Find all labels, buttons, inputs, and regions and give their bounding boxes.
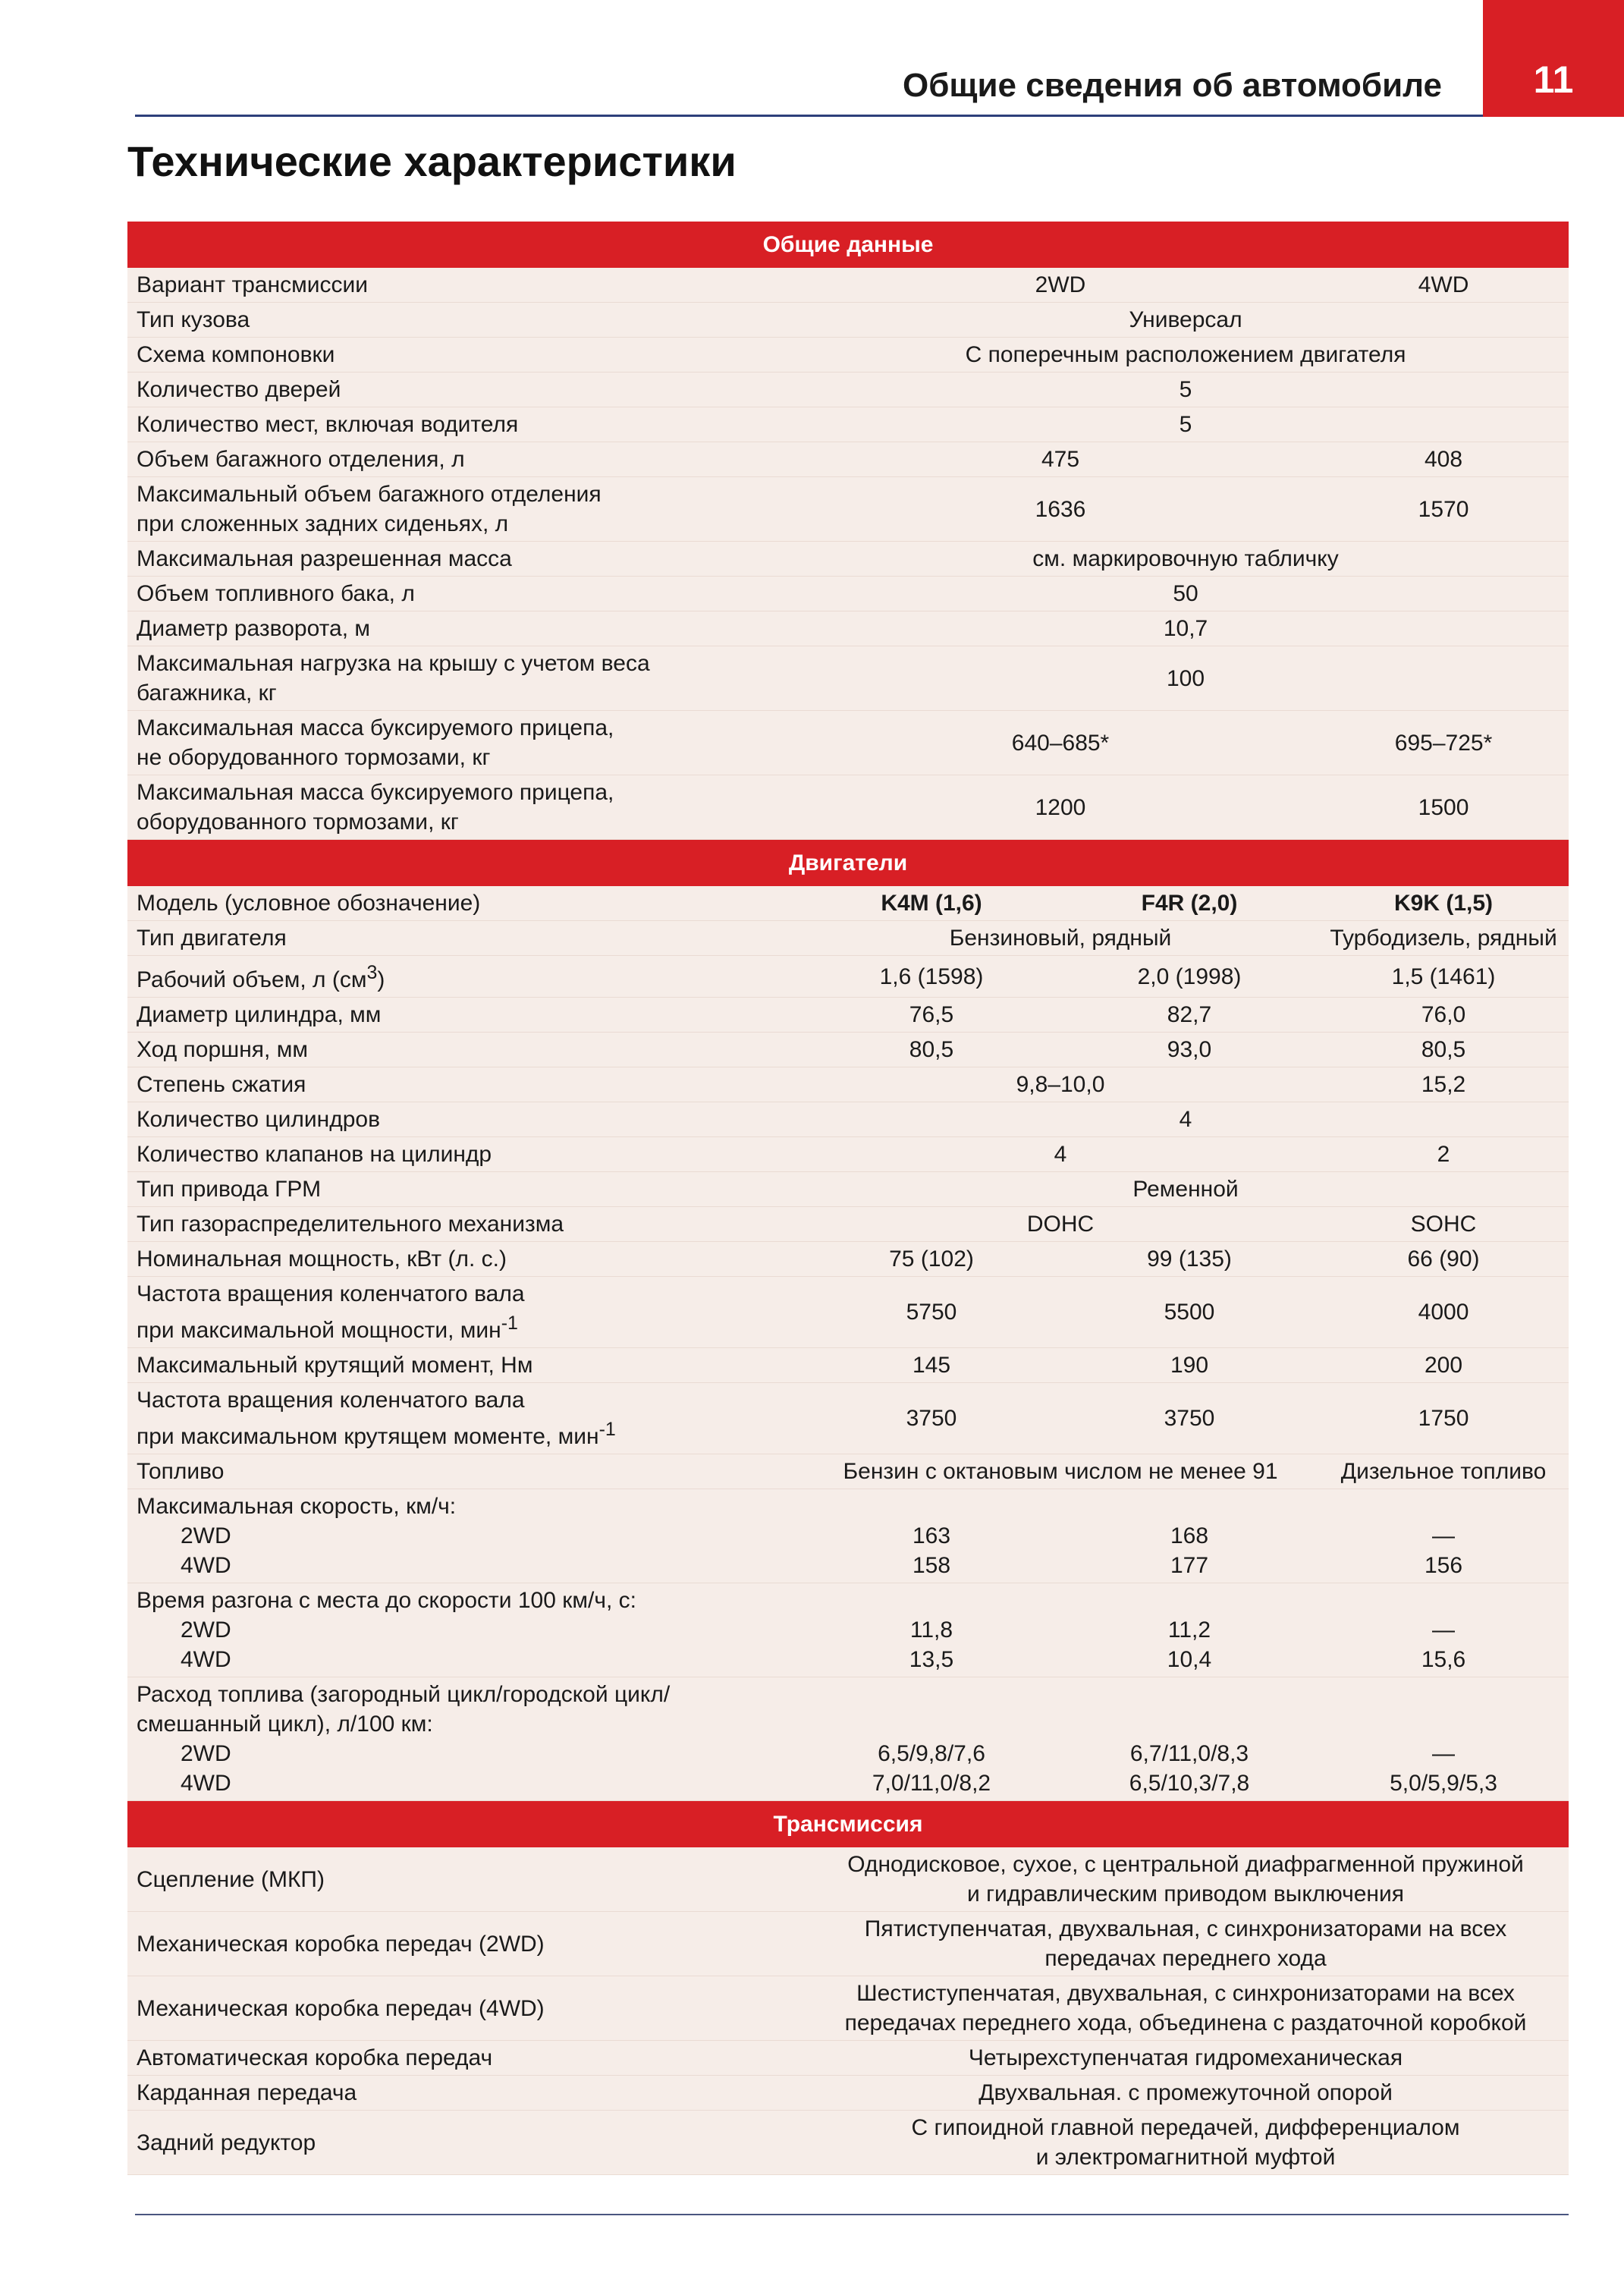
value-line: С гипоидной главной передачей, дифференциалом xyxy=(911,2115,1460,2140)
row-label xyxy=(127,775,803,840)
row-label: Ход поршня, мм xyxy=(127,1033,803,1067)
table-row xyxy=(127,577,1569,611)
value-4wd: 158 xyxy=(912,1553,951,1578)
row-label-line: оборудованного тормозами, кг xyxy=(137,809,459,835)
cell-value: 190 xyxy=(1060,1348,1318,1383)
table-row xyxy=(127,477,1569,542)
row-label xyxy=(127,1383,803,1454)
page-number-badge: 11 xyxy=(1483,0,1624,117)
cell-value: 1200 xyxy=(803,775,1318,840)
cell-value: Ременной xyxy=(803,1172,1569,1207)
row-label: Диаметр цилиндра, мм xyxy=(127,998,803,1033)
cell-value xyxy=(803,2111,1569,2175)
table-row xyxy=(127,407,1569,442)
row-label: Модель (условное обозначение) xyxy=(127,886,803,921)
table-row xyxy=(127,303,1569,338)
cell-value: 93,0 xyxy=(1060,1033,1318,1067)
cell-value: 2WD xyxy=(803,268,1318,303)
row-label xyxy=(127,646,803,711)
table-row xyxy=(127,1242,1569,1277)
row-label-line: при сложенных задних сиденьях, л xyxy=(137,511,509,536)
row-label-text: Рабочий объем, л (см xyxy=(137,967,367,992)
row-label-line: Частота вращения коленчатого вала xyxy=(137,1281,525,1306)
table-row xyxy=(127,646,1569,711)
value-4wd: 15,6 xyxy=(1421,1647,1466,1672)
value-2wd: — xyxy=(1432,1523,1456,1548)
value-line: Шестиступенчатая, двухвальная, с синхронизаторами на всех xyxy=(856,1981,1515,2006)
superscript: -1 xyxy=(501,1312,518,1334)
value-line: и электромагнитной муфтой xyxy=(1035,2145,1336,2170)
cell-value: 1,6 (1598) xyxy=(803,956,1060,998)
cell-value: 50 xyxy=(803,577,1569,611)
table-row xyxy=(127,921,1569,956)
row-label: Количество клапанов на цилиндр xyxy=(127,1137,803,1172)
value-2wd: 6,7/11,0/8,3 xyxy=(1129,1741,1249,1766)
superscript: 3 xyxy=(366,962,378,983)
row-sublabel: 2WD xyxy=(181,1741,231,1766)
row-label: Количество цилиндров xyxy=(127,1102,803,1137)
cell-value: 15,2 xyxy=(1318,1067,1569,1102)
section-title: Трансмиссия xyxy=(127,1801,1569,1848)
value-2wd: 163 xyxy=(912,1523,951,1548)
row-label: Объем топливного бака, л xyxy=(127,577,803,611)
cell-value: 3750 xyxy=(1060,1383,1318,1454)
cell-value: Четырехступенчатая гидромеханическая xyxy=(803,2041,1569,2076)
row-label-line: Расход топлива (загородный цикл/городской цикл/ xyxy=(137,1682,671,1707)
table-row xyxy=(127,1847,1569,1912)
cell-value: Турбодизель, рядный xyxy=(1318,921,1569,956)
table-row xyxy=(127,1489,1569,1583)
row-label: Тип кузова xyxy=(127,303,803,338)
row-label-line: Частота вращения коленчатого вала xyxy=(137,1388,525,1413)
cell-value: 100 xyxy=(803,646,1569,711)
cell-value: Двухвальная. с промежуточной опорой xyxy=(803,2076,1569,2111)
row-sublabel: 4WD xyxy=(181,1553,231,1578)
row-label: Тип привода ГРМ xyxy=(127,1172,803,1207)
cell-value: 5 xyxy=(803,373,1569,407)
row-sublabel: 2WD xyxy=(181,1617,231,1643)
cell-value: 475 xyxy=(803,442,1318,477)
cell-value: 80,5 xyxy=(1318,1033,1569,1067)
value-2wd: 168 xyxy=(1170,1523,1209,1548)
row-label xyxy=(127,1489,803,1583)
row-label: Автоматическая коробка передач xyxy=(127,2041,803,2076)
cell-value: 4000 xyxy=(1318,1277,1569,1348)
row-label-line: багажника, кг xyxy=(137,681,277,706)
row-label: Максимальный крутящий момент, Нм xyxy=(127,1348,803,1383)
cell-value: 695–725* xyxy=(1318,711,1569,775)
cell-value xyxy=(803,1847,1569,1912)
cell-value: SOHC xyxy=(1318,1207,1569,1242)
row-label-line: смешанный цикл), л/100 км: xyxy=(137,1712,433,1737)
table-row xyxy=(127,1277,1569,1348)
cell-value: 408 xyxy=(1318,442,1569,477)
cell-value: С поперечным расположением двигателя xyxy=(803,338,1569,373)
cell-value xyxy=(1318,1583,1569,1677)
row-label-line xyxy=(137,1309,793,1345)
cell-value xyxy=(803,1912,1569,1976)
row-label: Максимальная разрешенная масса xyxy=(127,542,803,577)
engine-model-f4r: F4R (2,0) xyxy=(1060,886,1318,921)
table-row xyxy=(127,1677,1569,1801)
cell-value: 5750 xyxy=(803,1277,1060,1348)
row-label: Количество мест, включая водителя xyxy=(127,407,803,442)
cell-value: 145 xyxy=(803,1348,1060,1383)
cell-value: 76,5 xyxy=(803,998,1060,1033)
row-label xyxy=(127,1583,803,1677)
value-2wd: — xyxy=(1432,1741,1456,1766)
cell-value: 5 xyxy=(803,407,1569,442)
row-label: Количество дверей xyxy=(127,373,803,407)
row-label: Вариант трансмиссии xyxy=(127,268,803,303)
table-row xyxy=(127,1172,1569,1207)
table-row xyxy=(127,442,1569,477)
row-label: Диаметр разворота, м xyxy=(127,611,803,646)
value-line: Пятиступенчатая, двухвальная, с синхронизаторами на всех xyxy=(864,1916,1507,1941)
row-label-line xyxy=(137,1415,793,1451)
cell-value: 1636 xyxy=(803,477,1318,542)
cell-value: DOHC xyxy=(803,1207,1318,1242)
value-line: и гидравлическим приводом выключения xyxy=(967,1881,1405,1907)
cell-value: 2 xyxy=(1318,1137,1569,1172)
table-row xyxy=(127,611,1569,646)
row-label-text: при максимальном крутящем моменте, мин xyxy=(137,1424,599,1449)
row-label xyxy=(127,1677,803,1801)
table-row xyxy=(127,998,1569,1033)
table-row xyxy=(127,1033,1569,1067)
row-label-line: Время разгона с места до скорости 100 км/ч, с: xyxy=(137,1588,636,1613)
cell-value: Бензиновый, рядный xyxy=(803,921,1318,956)
value-4wd: 177 xyxy=(1170,1553,1209,1578)
row-label: Задний редуктор xyxy=(127,2111,803,2175)
row-label: Тип газораспределительного механизма xyxy=(127,1207,803,1242)
row-label: Тип двигателя xyxy=(127,921,803,956)
cell-value: 2,0 (1998) xyxy=(1060,956,1318,998)
value-2wd: 11,2 xyxy=(1167,1617,1211,1643)
row-label: Номинальная мощность, кВт (л. с.) xyxy=(127,1242,803,1277)
cell-value xyxy=(1060,1583,1318,1677)
footer-rule xyxy=(135,2214,1569,2215)
row-label: Карданная передача xyxy=(127,2076,803,2111)
cell-value: 1750 xyxy=(1318,1383,1569,1454)
section-title: Общие данные xyxy=(127,222,1569,268)
value-line: передачах переднего хода, объединена с раздаточной коробкой xyxy=(844,2010,1527,2036)
cell-value: 4WD xyxy=(1318,268,1569,303)
row-label: Степень сжатия xyxy=(127,1067,803,1102)
cell-value xyxy=(803,1489,1060,1583)
cell-value: 80,5 xyxy=(803,1033,1060,1067)
cell-value: 99 (135) xyxy=(1060,1242,1318,1277)
row-label: Сцепление (МКП) xyxy=(127,1847,803,1912)
cell-value: 82,7 xyxy=(1060,998,1318,1033)
engine-model-k4m: K4M (1,6) xyxy=(803,886,1060,921)
value-4wd: 6,5/10,3/7,8 xyxy=(1129,1771,1250,1796)
value-4wd: 13,5 xyxy=(909,1647,954,1672)
row-label-line: Максимальная нагрузка на крышу с учетом веса xyxy=(137,651,650,676)
section-title: Двигатели xyxy=(127,840,1569,887)
table-row xyxy=(127,1912,1569,1976)
section-header-title: Общие сведения об автомобиле xyxy=(902,67,1442,104)
cell-value: 3750 xyxy=(803,1383,1060,1454)
cell-value xyxy=(1318,1489,1569,1583)
row-label: Схема компоновки xyxy=(127,338,803,373)
table-row xyxy=(127,1137,1569,1172)
value-line: передачах переднего хода xyxy=(1044,1946,1327,1971)
cell-value: 4 xyxy=(803,1102,1569,1137)
table-row xyxy=(127,711,1569,775)
row-label-text: ) xyxy=(377,967,385,992)
value-4wd: 7,0/11,0/8,2 xyxy=(872,1771,991,1796)
table-row xyxy=(127,268,1569,303)
cell-value xyxy=(1318,1677,1569,1801)
row-sublabel: 2WD xyxy=(181,1523,231,1548)
cell-value: 66 (90) xyxy=(1318,1242,1569,1277)
cell-value xyxy=(1060,1677,1318,1801)
value-4wd: 10,4 xyxy=(1167,1647,1212,1672)
row-label-line: Максимальный объем багажного отделения xyxy=(137,482,602,507)
table-row xyxy=(127,2111,1569,2175)
cell-value: 9,8–10,0 xyxy=(803,1067,1318,1102)
cell-value: см. маркировочную табличку xyxy=(803,542,1569,577)
cell-value: 1570 xyxy=(1318,477,1569,542)
table-row xyxy=(127,1067,1569,1102)
cell-value: 1,5 (1461) xyxy=(1318,956,1569,998)
row-label: Механическая коробка передач (4WD) xyxy=(127,1976,803,2041)
cell-value xyxy=(803,1677,1060,1801)
table-row xyxy=(127,2076,1569,2111)
engine-model-k9k: K9K (1,5) xyxy=(1318,886,1569,921)
cell-value: Дизельное топливо xyxy=(1318,1454,1569,1489)
cell-value: Универсал xyxy=(803,303,1569,338)
row-label-line: Максимальная масса буксируемого прицепа, xyxy=(137,715,614,740)
value-4wd: 5,0/5,9/5,3 xyxy=(1390,1771,1497,1796)
table-row xyxy=(127,373,1569,407)
value-line: Однодисковое, сухое, с центральной диафрагменной пружиной xyxy=(847,1852,1524,1877)
row-label xyxy=(127,1277,803,1348)
superscript: -1 xyxy=(598,1419,616,1440)
cell-value: 640–685* xyxy=(803,711,1318,775)
row-label xyxy=(127,956,803,998)
cell-value: 75 (102) xyxy=(803,1242,1060,1277)
cell-value xyxy=(803,1583,1060,1677)
table-row xyxy=(127,1207,1569,1242)
cell-value: 4 xyxy=(803,1137,1318,1172)
cell-value: Бензин с октановым числом не менее 91 xyxy=(803,1454,1318,1489)
cell-value: 200 xyxy=(1318,1348,1569,1383)
row-label-line: Максимальная масса буксируемого прицепа, xyxy=(137,780,614,805)
value-2wd: 11,8 xyxy=(909,1617,953,1643)
table-row xyxy=(127,1454,1569,1489)
cell-value: 1500 xyxy=(1318,775,1569,840)
specifications-table xyxy=(127,222,1569,2175)
cell-value xyxy=(803,1976,1569,2041)
table-row xyxy=(127,775,1569,840)
table-row xyxy=(127,1976,1569,2041)
row-label: Топливо xyxy=(127,1454,803,1489)
table-row xyxy=(127,542,1569,577)
table-row xyxy=(127,1383,1569,1454)
cell-value: 76,0 xyxy=(1318,998,1569,1033)
table-row xyxy=(127,886,1569,921)
row-sublabel: 4WD xyxy=(181,1771,231,1796)
row-label xyxy=(127,477,803,542)
table-row xyxy=(127,1348,1569,1383)
section-header-general xyxy=(127,222,1569,268)
row-label: Механическая коробка передач (2WD) xyxy=(127,1912,803,1976)
row-label-line: не оборудованного тормозами, кг xyxy=(137,745,491,770)
cell-value: 10,7 xyxy=(803,611,1569,646)
table-row xyxy=(127,1583,1569,1677)
row-label: Объем багажного отделения, л xyxy=(127,442,803,477)
cell-value xyxy=(1060,1489,1318,1583)
page-title: Технические характеристики xyxy=(127,137,737,185)
table-row xyxy=(127,956,1569,998)
table-row xyxy=(127,2041,1569,2076)
table-row xyxy=(127,1102,1569,1137)
row-label xyxy=(127,711,803,775)
value-2wd: — xyxy=(1432,1617,1456,1643)
section-header-engines xyxy=(127,840,1569,887)
cell-value: 5500 xyxy=(1060,1277,1318,1348)
header-rule xyxy=(135,115,1624,117)
row-label-line: Максимальная скорость, км/ч: xyxy=(137,1494,457,1519)
value-2wd: 6,5/9,8/7,6 xyxy=(878,1741,985,1766)
value-4wd: 156 xyxy=(1424,1553,1463,1578)
table-row xyxy=(127,338,1569,373)
row-label-text: при максимальной мощности, мин xyxy=(137,1318,501,1343)
row-sublabel: 4WD xyxy=(181,1647,231,1672)
section-header-transmission xyxy=(127,1801,1569,1848)
